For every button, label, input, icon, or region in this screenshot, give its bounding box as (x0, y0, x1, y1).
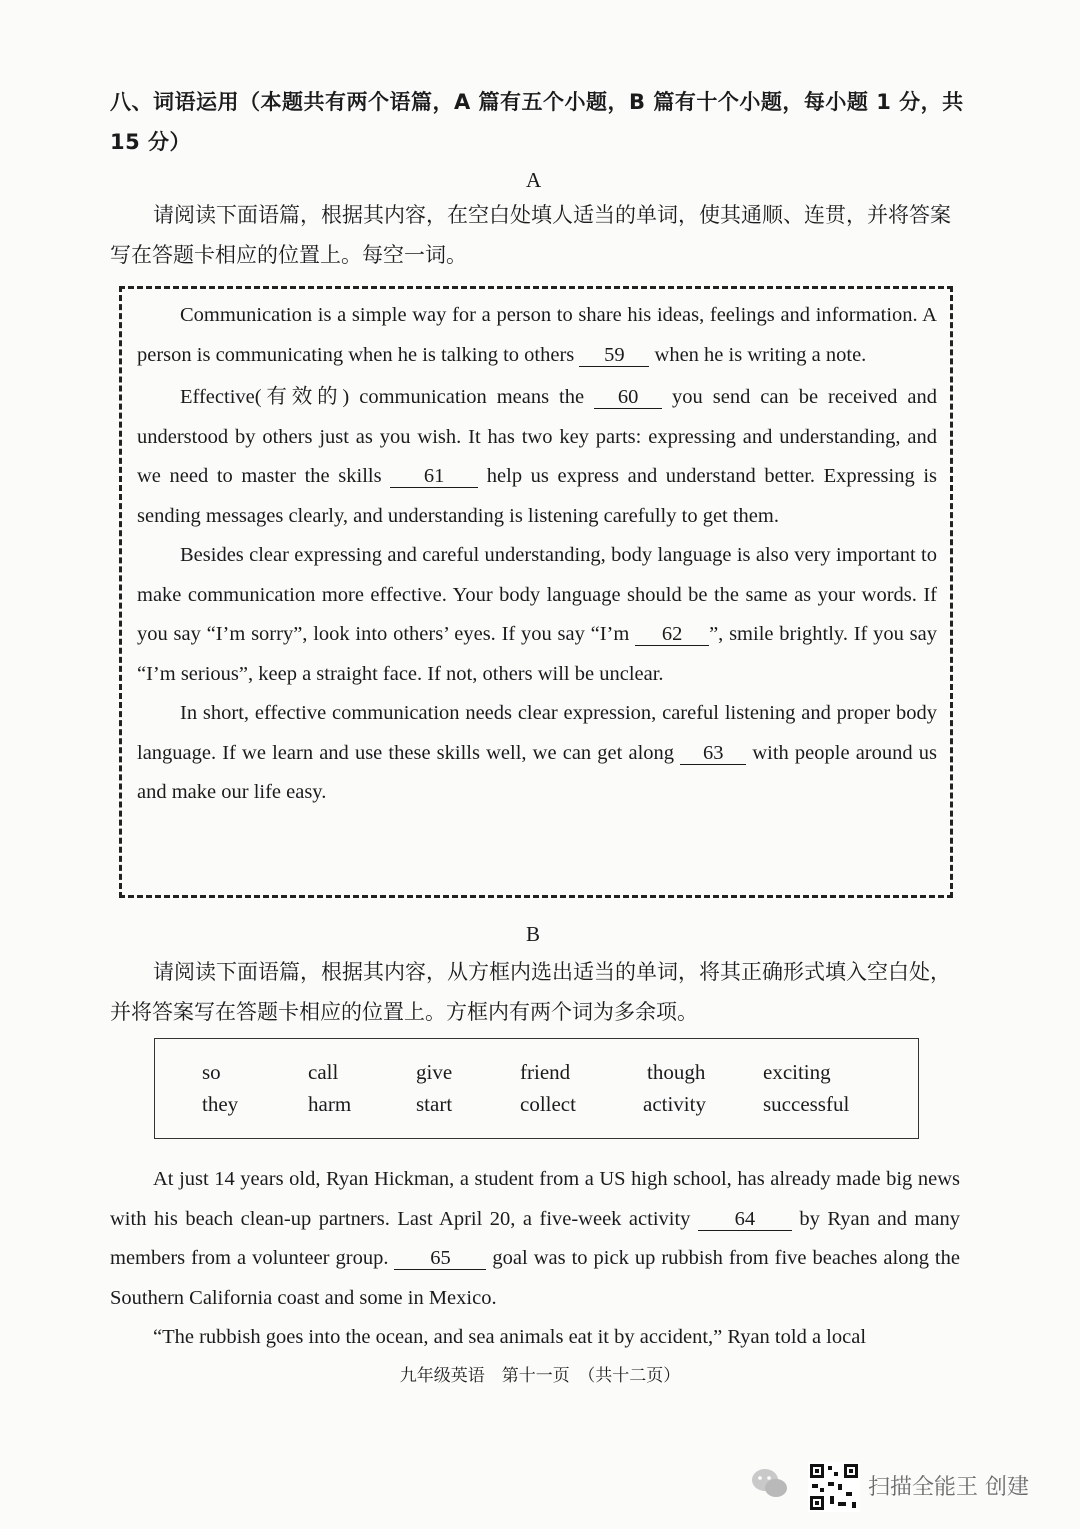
passage-b-paragraph-2: “The rubbish goes into the ocean, and sea animals eat it by accident,” Ryan told a local (153, 1326, 867, 1348)
word-option: give (416, 1060, 453, 1084)
blank-59[interactable]: 59 (579, 344, 649, 367)
word-option: exciting (763, 1060, 831, 1084)
passage-a-paragraph-2: Effective(有效的) communication means the 60 you send can be received and understood by others just as you wish. It has two key parts: expressing and understanding, and we need to master the skills 61 help us express and understand better. Expressing is sending messages clearly, and understanding is listening carefully to get them. (137, 386, 938, 527)
word-option: successful (763, 1092, 850, 1116)
word-option: activity (643, 1092, 706, 1116)
word-option: start (416, 1092, 453, 1116)
passage-b (110, 1160, 960, 1358)
passage-a-paragraph-4: In short, effective communication needs clear expression, careful listening and proper body language. If we learn and use these skills well, we can get along 63 with people around us and make our life easy. (137, 702, 937, 803)
passage-a-paragraph-3: Besides clear expressing and careful understanding, body language is also very important to make communication more effective. Your body language should be the same as your words. If you say “I’m sorry”, look into others’ eyes. If you say “I’m 62 ”, smile brightly. If you say “I’m serious”, keep a straight face. If not, others will be unclear. (137, 544, 937, 685)
word-option: harm (308, 1092, 352, 1116)
passage-a-paragraph-1: Communication is a simple way for a person to share his ideas, feelings and information. A person is communicating when he is talking to others 59 when he is writing a note. (137, 304, 937, 366)
word-option: call (308, 1060, 339, 1084)
blank-64[interactable]: 64 (698, 1208, 792, 1231)
qr-code-icon (808, 1462, 860, 1512)
passage-b-paragraph-1: At just 14 years old, Ryan Hickman, a student from a US high school, has already made big news with his beach clean-up partners. Last April 20, a five-week activity 64 by Ryan and many members from a volunteer group. 65 goal was to pick up rubbish from five beaches along the Southern California coast and some in Mexico. (110, 1168, 960, 1309)
word-option: they (202, 1092, 239, 1116)
part-b-instruction: 请阅读下面语篇，根据其内容，从方框内选出适当的单词，将其正确形式填入空白处，并将答案写在答题卡相应的位置上。方框内有两个词为多余项。 (110, 960, 951, 1024)
blank-65[interactable]: 65 (394, 1247, 486, 1270)
word-option: collect (520, 1092, 576, 1116)
word-option: so (202, 1060, 221, 1084)
blank-62[interactable]: 62 (635, 623, 709, 646)
word-box (154, 1038, 919, 1139)
passage-a (137, 296, 937, 813)
wechat-icon (750, 1466, 790, 1502)
word-option: friend (520, 1060, 571, 1084)
blank-61[interactable]: 61 (390, 465, 478, 488)
blank-60[interactable]: 60 (594, 386, 662, 409)
watermark-text: 扫描全能王 创建 (868, 1475, 1029, 1500)
word-option: though (647, 1060, 706, 1084)
section-heading: 八、词语运用（本题共有两个语篇，A 篇有五个小题，B 篇有十个小题，每小题 1 分，共 15 分） (110, 90, 964, 154)
part-a-instruction: 请阅读下面语篇，根据其内容，在空白处填人适当的单词，使其通顺、连贯，并将答案写在答题卡相应的位置上。每空一词。 (110, 203, 951, 267)
part-b-label: B (526, 922, 541, 946)
part-a-label: A (526, 168, 542, 192)
page-footer: 九年级英语 第十一页 （共十二页） (399, 1366, 681, 1386)
blank-63[interactable]: 63 (680, 742, 746, 765)
